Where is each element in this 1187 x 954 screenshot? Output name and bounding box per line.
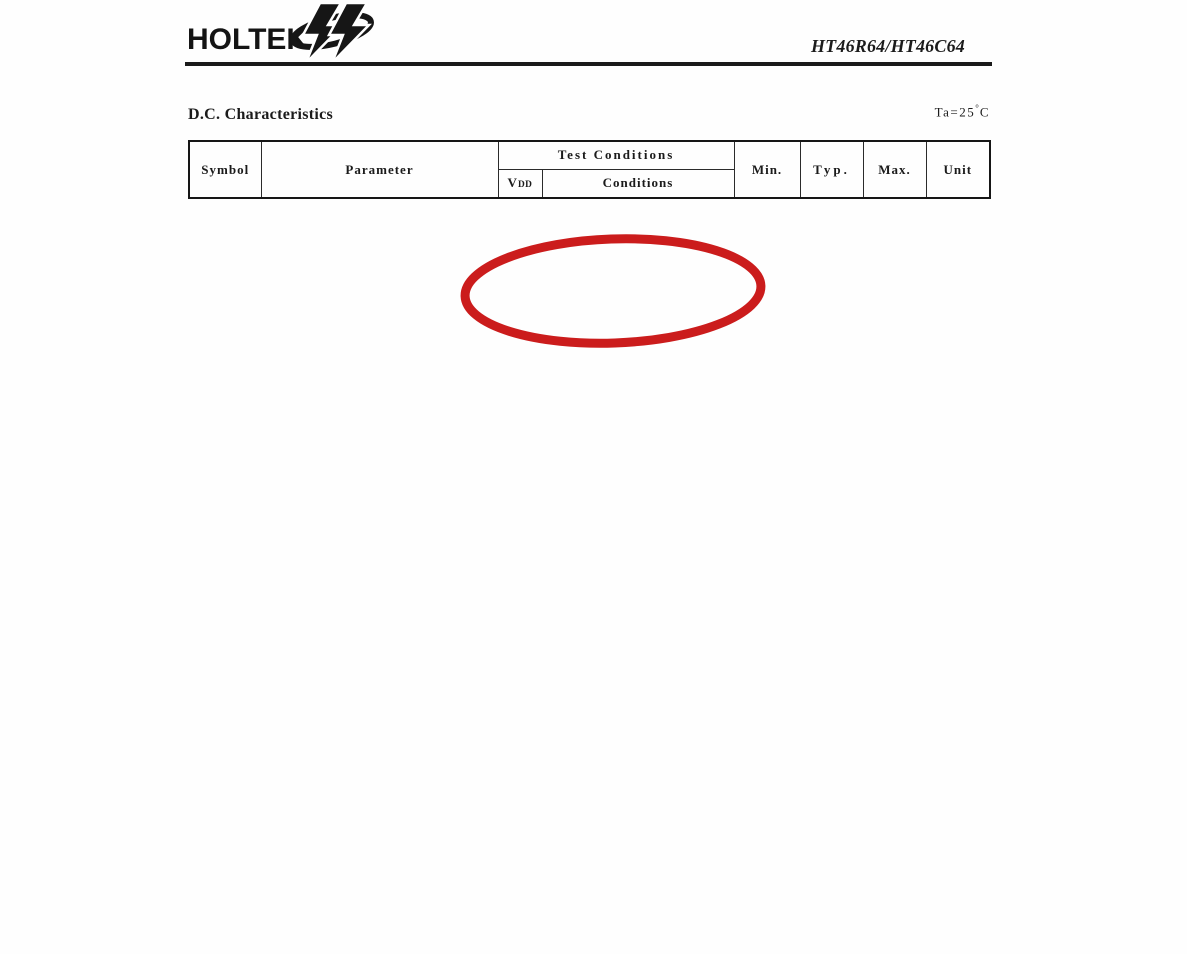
holtek-logo-icon [286,3,378,68]
header-unit: Unit [926,141,990,198]
header-symbol: Symbol [189,141,261,198]
section-title: D.C. Characteristics [188,106,334,123]
header-divider-rule [185,62,992,66]
temperature-note [830,103,990,120]
header-parameter: Parameter [261,141,498,198]
temperature-unit: C [979,104,990,120]
header-test-conditions: Test Conditions [498,141,734,169]
header-typ: Typ. [800,141,863,198]
dc-characteristics-table [188,140,991,199]
part-number: HT46R64/HT46C64 [810,36,965,56]
holtek-logo-text: HOLTEK [187,23,309,56]
header-max: Max. [863,141,926,198]
header-vdd: VDD [498,169,542,198]
degree-symbol: ° [975,103,980,113]
header-conditions: Conditions [542,169,734,198]
header-min: Min. [734,141,800,198]
temperature-text: Ta=25 [934,104,976,120]
